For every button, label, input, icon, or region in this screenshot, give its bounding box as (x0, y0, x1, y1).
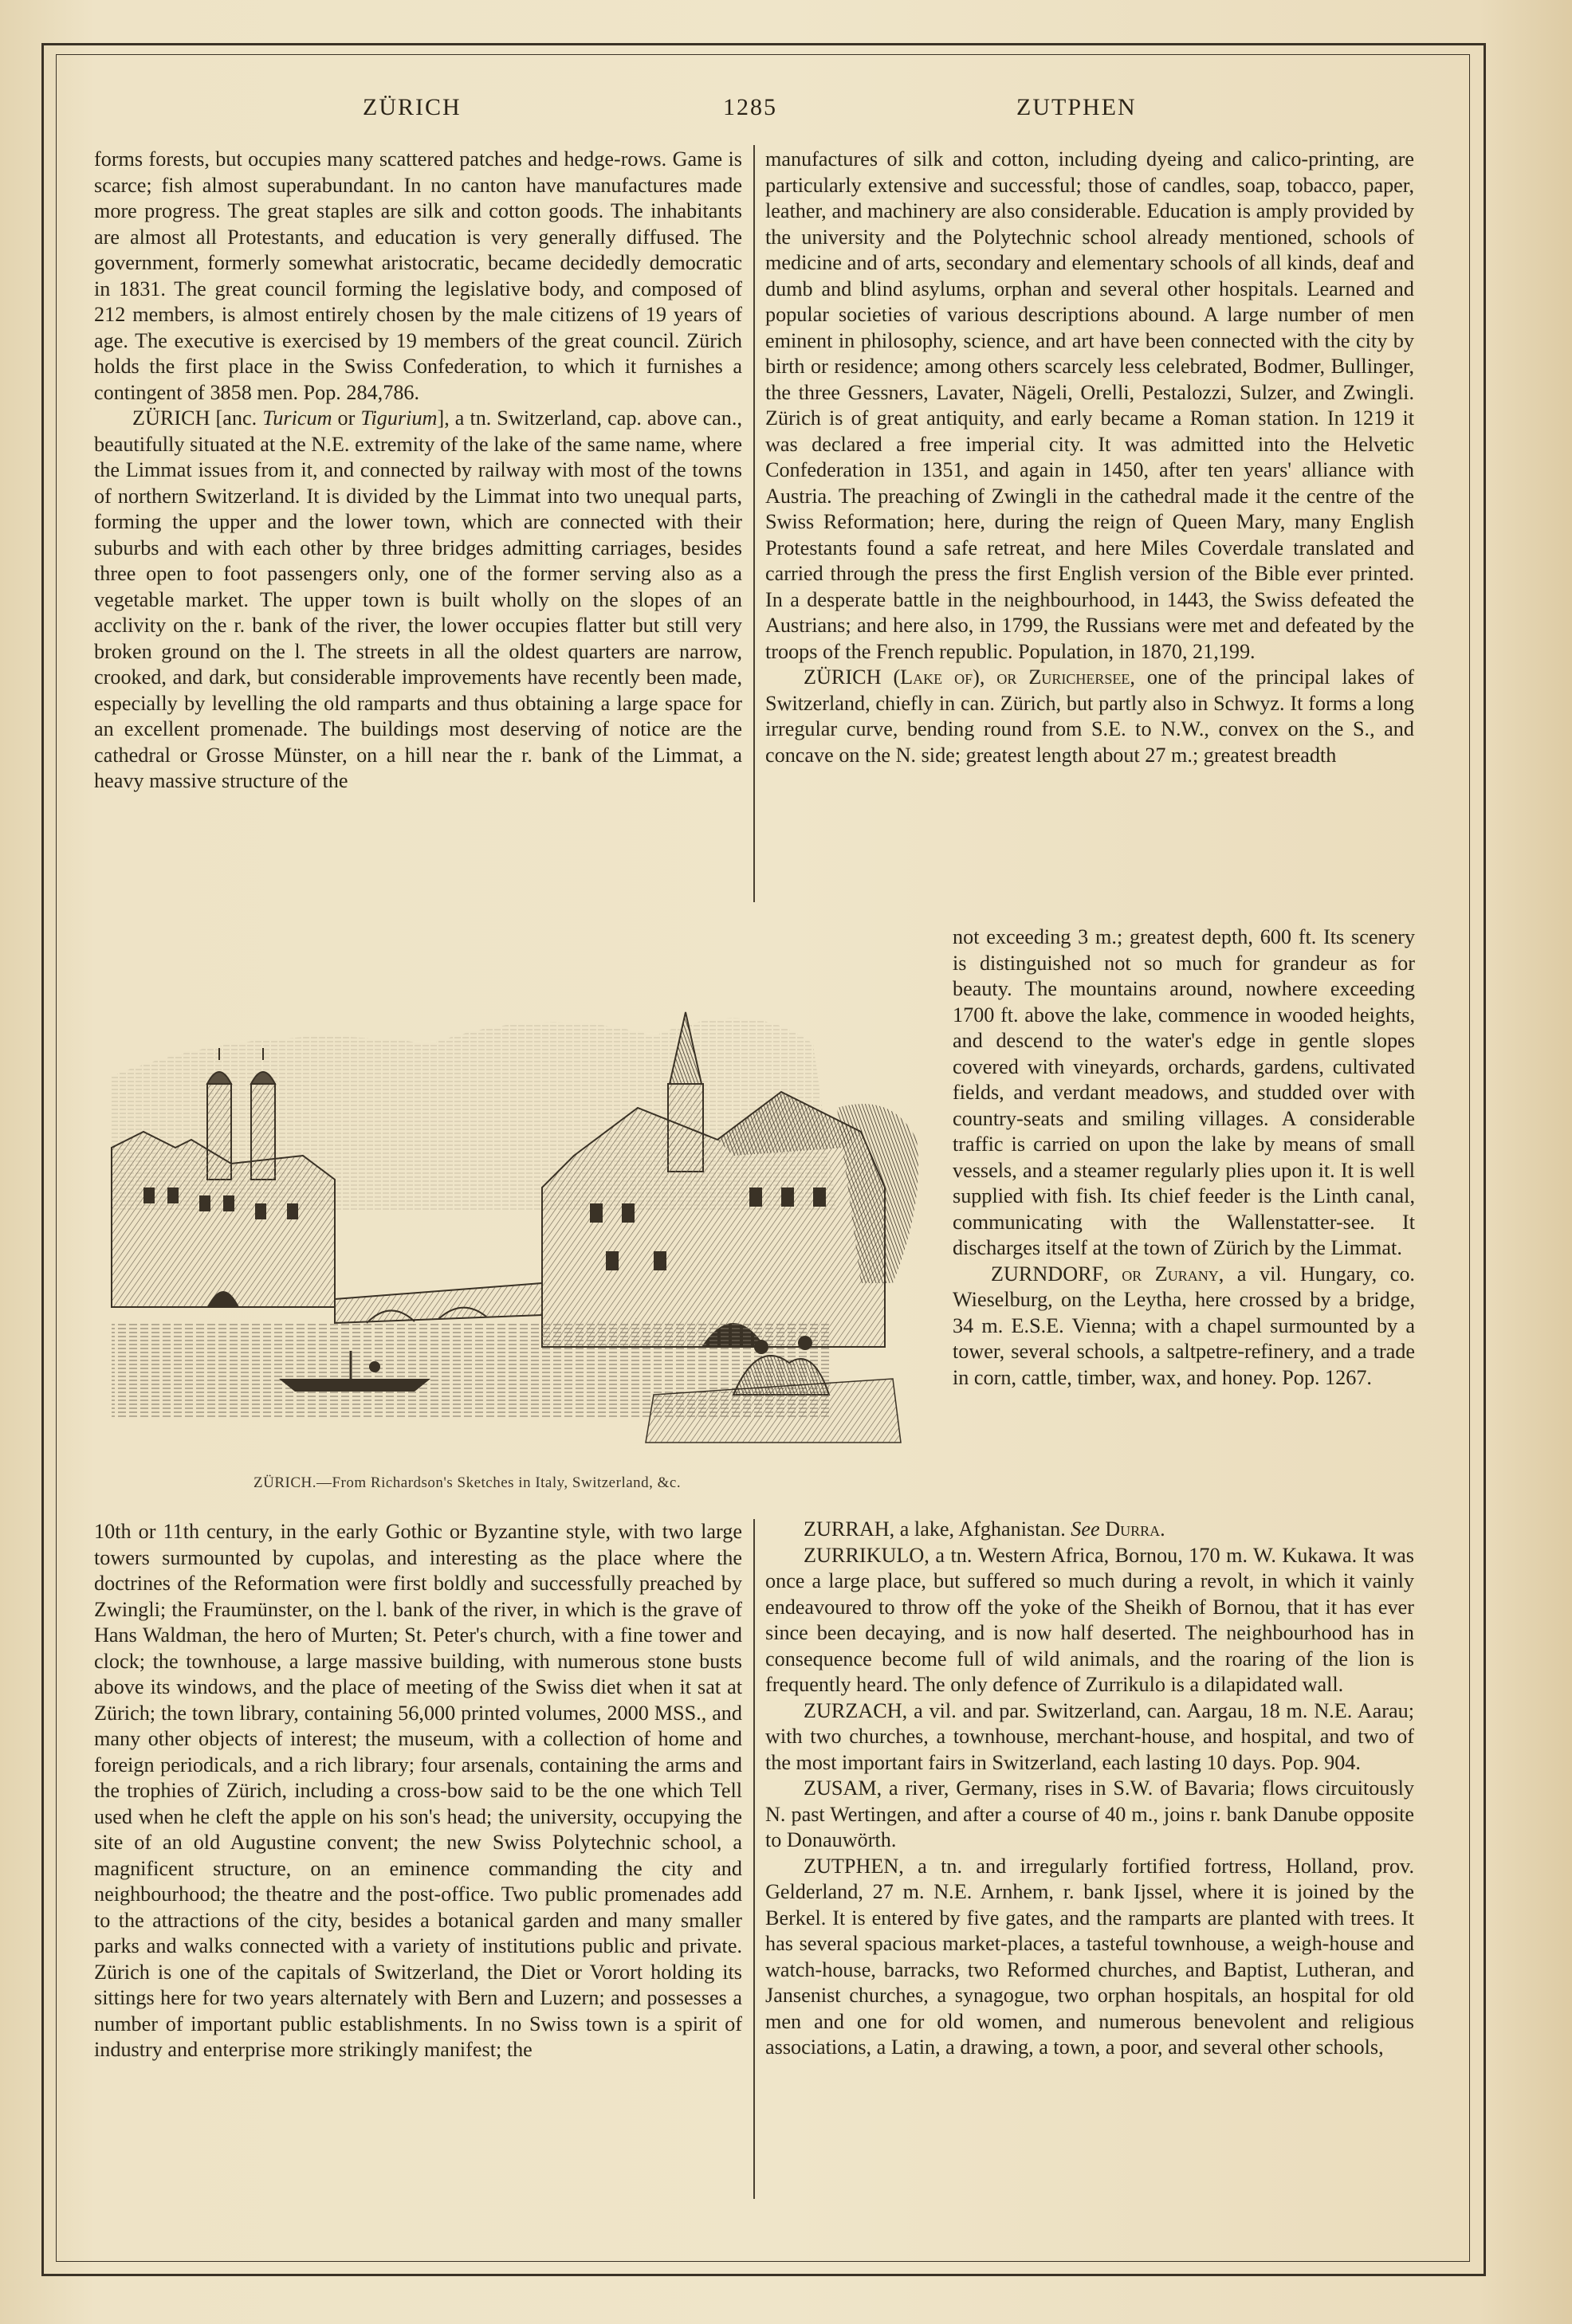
paragraph-lake-continued: not exceeding 3 m.; greatest depth, 600 ft. Its scenery is distinguished not so much for grandeur as for beauty. The mountains around, nowhere exceeding 1700 ft. above the lake, commence in wooded heights, and descend to the water's edge in gentle slopes covered with vineyards, orchards, gardens, cultivated fields, and verdant meadows, and studded over with country-seats and smiling villages. A considerable traffic is carried on upon the lake by means of small vessels, and a steamer regularly plies upon it. It is well supplied with fish. Its chief feeder is the Linth canal, communicating with the Wallenstatter-see. It discharges itself at the town of Zürich by the Limmat. (953, 925, 1415, 1259)
header-right-word: ZUTPHEN (1016, 94, 1137, 120)
left-column-bottom (94, 1519, 742, 2063)
entry-zutphen (765, 1854, 1414, 2061)
entry-headword: ZÜRICH (804, 665, 882, 689)
entry-headword: ZUTPHEN (804, 1854, 899, 1878)
left-column-top (94, 147, 742, 795)
entry-headword: ZURZACH (804, 1698, 902, 1722)
entry-body: , a vil. and par. Switzerland, can. Aargau, 18 m. N.E. Aarau; with two churches, a townhouse, merchant-house, and hospital, and two of the most important fairs in Switzerland, each lasting 10 days. Pop. 904. (765, 1698, 1414, 1774)
entry-alt-name: (Lake of), or Zurichersee (893, 665, 1130, 689)
entry-zurzach (765, 1698, 1414, 1776)
entry-body: , a tn. and irregularly fortified fortress, Holland, prov. Gelderland, 27 m. N.E. Arnhem, r. bank Ijssel, where it is joined by the Berkel. It is entered by five gates, and the ramparts are planted with trees. It has several spacious market-places, a tasteful townhouse, a weigh-house and watch-house, barracks, two Reformed churches, and Baptist, Lutheran, and Jansenist churches, a synagogue, two orphan hospitals, an hospital for old men and one for old women, and numerous benevolent and religious associations, a Latin, a drawing, a town, a poor, and several other schools, (765, 1854, 1414, 2059)
entry-body: , a tn. Western Africa, Bornou, 170 m. W. Kukawa. It was once a large place, but suffered so much during a revolt, in which it vainly endeavoured to throw off the yoke of the Sheikh of Bornou, that it has ever since been decaying, and is now half deserted. The neighbourhood has in consequence become full of wild animals, and the roaring of the lion is frequently heard. The only defence of Zurrikulo is a dilapidated wall. (765, 1543, 1414, 1696)
ancient-name-tigurium: Tigurium (360, 406, 438, 430)
text-fragment: [anc. (210, 406, 263, 430)
entry-body: , a river, Germany, rises in S.W. of Bavaria; flows circuitously N. past Wertingen, and after a course of 40 m., joins r. bank Danube opposite to Donauwörth. (765, 1776, 1414, 1851)
header-left-word: ZÜRICH (363, 94, 462, 120)
entry-body: ], a tn. Switzerland, cap. above can., beautifully situated at the N.E. extremity of the lake of the same name, where the Limmat issues from it, and connected by railway with most of the towns of northern Switzerland. It is divided by the Limmat into two unequal parts, forming the upper and the lower town, which are connected with their suburbs and with each other by three bridges admitting carriages, besides three open to foot passengers only, one of the former serving also as a vegetable market. The upper town is built wholly on the slopes of an acclivity on the r. bank of the river, the lower occupies flatter but still very broken ground on the l. The streets in all the oldest quarters are narrow, crooked, and dark, but considerable improvements have recently been made, especially by levelling the old ramparts and thus obtaining a large space for an excellent promenade. The buildings most deserving of notice are the cathedral or Grosse Münster, on a hill near the r. bank of the Limmat, a heavy massive structure of the (94, 406, 742, 792)
entry-zurndorf (953, 1262, 1415, 1392)
paragraph-zurich-buildings: 10th or 11th century, in the early Gothic or Byzantine style, with two large towers surmounted by cupolas, and interesting as the place where the doctrines of the Reformation were first boldly and successfully preached by Zwingli; the Fraumünster, on the l. bank of the river, in which is the grave of Hans Waldman, the hero of Murten; St. Peter's church, with a fine tower and clock; the townhouse, a large massive building, with numerous stone busts above its windows, and the place of meeting of the Swiss diet when it sat at Zürich; the town library, containing 56,000 printed volumes, 2000 MSS., and many other objects of interest; the museum, with a collection of home and foreign periodicals, and a rich library; four arsenals, containing the arms and the trophies of Zürich, including a cross-bow said to be the one which Tell used when he cleft the apple on his son's head; the university, occupying the site of an old Augustine convent; the new Swiss Polytechnic school, a magnificent structure, on an eminence commanding the city and neighbourhood; the theatre and the post-office. Two public promenades add to the attractions of the city, besides a botanical garden and many smaller parks and walks connected with a variety of institutions public and private. Zürich is one of the capitals of Switzerland, the Diet or Vorort holding its sittings here for two years alternately with Bern and Luzern; and possesses a number of important public establishments. In no Swiss town is a spirit of industry and enterprise more strikingly manifest; the (94, 1520, 742, 2061)
right-column-wrap (953, 924, 1415, 1391)
right-column-bottom (765, 1517, 1414, 2061)
running-head (88, 94, 1443, 126)
entry-headword: ZÜRICH (132, 406, 210, 430)
paragraph-canton-zurich: forms forests, but occupies many scattered patches and hedge-rows. Game is scarce; fish almost superabundant. In no canton have manufactures made more progress. The great staples are silk and cotton goods. The inhabitants are almost all Protestants, and education is very generally diffused. The government, formerly somewhat aristocratic, became decidedly democratic in 1831. The great council forming the legislative body, and composed of 212 members, is almost entirely chosen by the male citizens of 19 years of age. The executive is exercised by 19 members of the great council. Zürich holds the first place in the Swiss Confederation, to which it furnishes a contingent of 3858 men. Pop. 284,786. (94, 147, 742, 404)
entry-headword: ZURRAH (804, 1517, 890, 1541)
entry-body: , one of the principal lakes of Switzerland, chiefly in can. Zürich, but partly also in Schwyz. It forms a long irregular curve, bending round from S.E. to N.W., convex on the S., and concave on the N. side; greatest length about 27 m.; greatest breadth (765, 665, 1414, 767)
entry-zusam (765, 1776, 1414, 1854)
page-number: 1285 (723, 94, 777, 120)
entry-zurich-town (94, 406, 742, 795)
cross-reference: Durra. (1099, 1517, 1165, 1541)
see-reference-label: See (1071, 1517, 1100, 1541)
figure-caption: ZÜRICH.—From Richardson's Sketches in Italy, Switzerland, &c. (253, 1474, 682, 1491)
zurich-engraving-illustration (96, 948, 933, 1458)
entry-body: , a lake, Afghanistan. (889, 1517, 1071, 1541)
entry-body: , a vil. Hungary, co. Wieselburg, on the Leytha, here crossed by a bridge, 34 m. E.S.E. Vienna; with a chapel surmounted by a tower, several schools, a saltpetre-refinery, and a trade in corn, cattle, timber, wax, and honey. Pop. 1267. (953, 1262, 1415, 1389)
text-fragment: or (332, 406, 361, 430)
column-divider-top (753, 145, 755, 902)
entry-headword: ZUSAM (804, 1776, 877, 1800)
paragraph-zurich-continued: manufactures of silk and cotton, including dyeing and calico-printing, are particularly extensive and successful; those of candles, soap, tobacco, paper, leather, and machinery are also considerable. Education is amply provided by the university and the Polytechnic school already mentioned, schools of medicine and of arts, secondary and elementary schools of all kinds, deaf and dumb and blind asylums, orphan and several other hospitals. Learned and popular societies of various descriptions abound. A large number of men eminent in philosophy, science, and art have been connected with the city by birth or residence; among others scarcely less celebrated, Bodmer, Bullinger, the three Gessners, Lavater, Nägeli, Orelli, Pestalozzi, Sulzer, and Zwingli. Zürich is of great antiquity, and early became a Roman station. In 1219 it was declared a free imperial city. It was admitted into the Helvetic Confederation in 1351, and again in 1450, after ten years' alliance with Austria. The preaching of Zwingli in the cathedral made it the centre of the Swiss Reformation; here, during the reign of Queen Mary, many English Protestants found a safe retreat, and here Miles Coverdale translated and carried through the press the first English version of the Bible ever printed. In a desperate battle in the neighbourhood, in 1443, the Swiss defeated the Austrians; and here also, in 1799, the Russians were met and defeated by the troops of the French republic. Population, in 1870, 21,199. (765, 147, 1414, 663)
entry-headword: ZURRIKULO (804, 1543, 925, 1567)
entry-zurrikulo (765, 1543, 1414, 1698)
entry-lake-zurich (765, 665, 1414, 768)
ancient-name-turicum: Turicum (262, 406, 332, 430)
entry-alt-name: , or Zurany (1103, 1262, 1219, 1286)
entry-headword: ZURNDORF (991, 1262, 1104, 1286)
entry-zurrah (765, 1517, 1414, 1543)
column-divider-bottom (753, 1519, 755, 2199)
right-column-top (765, 147, 1414, 768)
